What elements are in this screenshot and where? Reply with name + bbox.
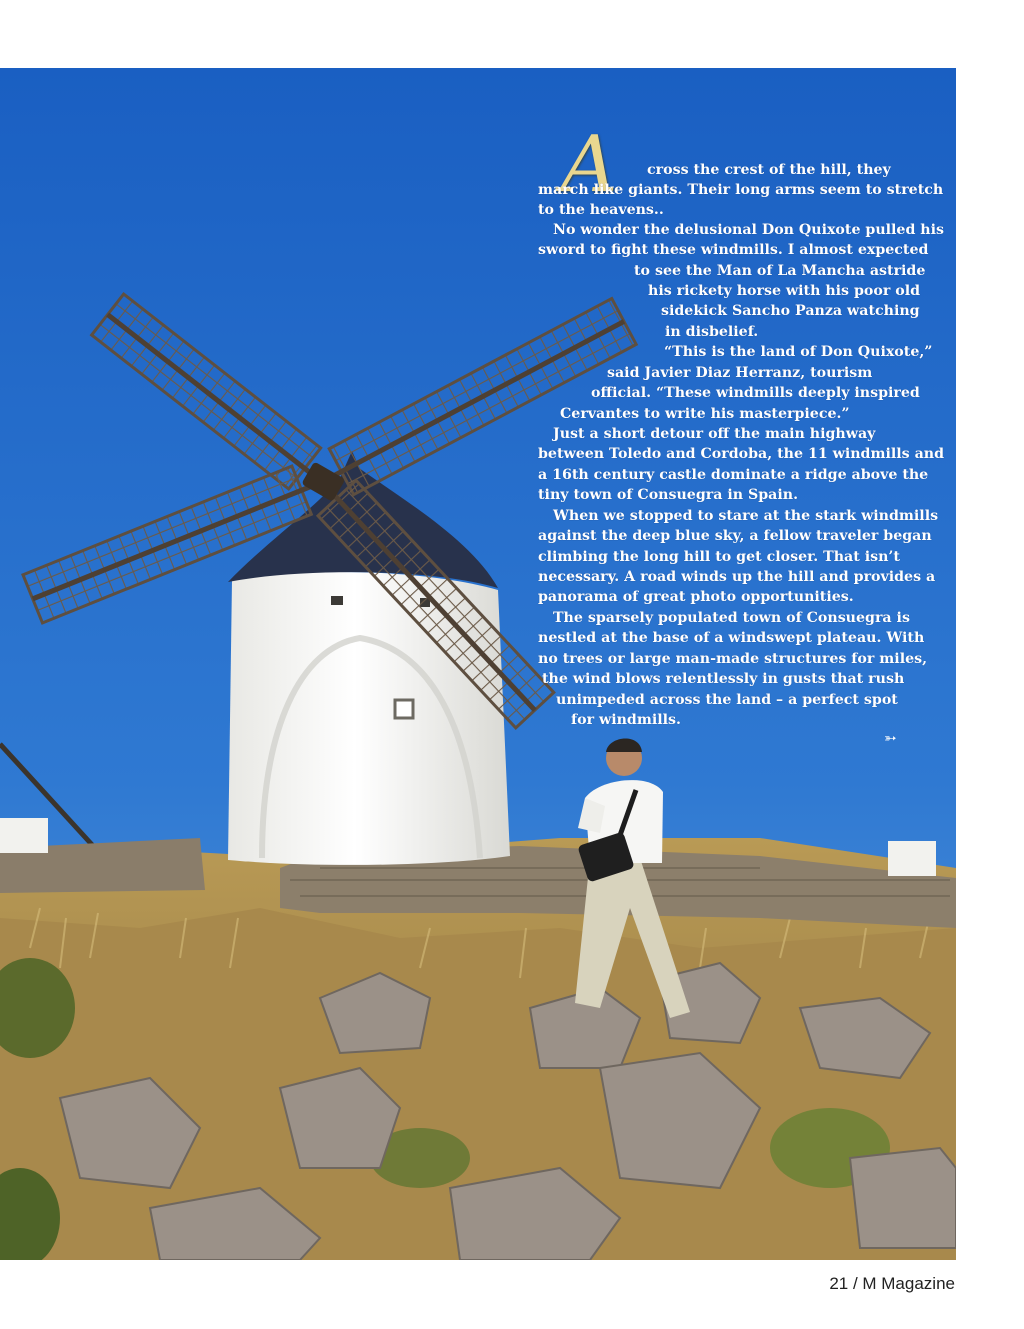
article-line: nestled at the base of a windswept plateau. With xyxy=(538,630,925,646)
article-line: to see the Man of La Mancha astride xyxy=(634,263,926,279)
article-line: the wind blows relentlessly in gusts that rush xyxy=(542,671,905,687)
article-line: no trees or large man-made structures for miles, xyxy=(538,651,928,667)
article-line: for windmills. xyxy=(571,712,681,728)
article-line: to the heavens.. xyxy=(538,202,664,218)
page-footer: 21 / M Magazine xyxy=(829,1274,955,1293)
arrow-right-icon: ➳ xyxy=(884,729,897,747)
article-line: against the deep blue sky, a fellow traveler began xyxy=(538,528,932,544)
article-line: a 16th century castle dominate a ridge above the xyxy=(538,467,929,483)
article-line: Cervantes to write his masterpiece.” xyxy=(560,406,850,422)
article-line: When we stopped to stare at the stark windmills xyxy=(553,508,939,524)
article-line: The sparsely populated town of Consuegra is xyxy=(553,610,910,626)
article-line: Just a short detour off the main highway xyxy=(553,426,876,442)
article-line: said Javier Diaz Herranz, tourism xyxy=(607,365,873,381)
article-line: tiny town of Consuegra in Spain. xyxy=(538,487,799,503)
article-line: in disbelief. xyxy=(665,324,759,340)
article-line: sidekick Sancho Panza watching xyxy=(661,303,920,319)
article-line: his rickety horse with his poor old xyxy=(648,283,921,299)
article-line: No wonder the delusional Don Quixote pulled his xyxy=(553,222,945,238)
article-line: sword to fight these windmills. I almost expected xyxy=(538,242,929,258)
article-line: “This is the land of Don Quixote,” xyxy=(664,344,933,360)
article-line: unimpeded across the land – a perfect spot xyxy=(556,692,898,708)
article-line: official. “These windmills deeply inspired xyxy=(591,385,920,401)
article-line: march like giants. Their long arms seem to stretch xyxy=(538,182,944,198)
article-line: cross the crest of the hill, they xyxy=(647,162,891,178)
article-line: between Toledo and Cordoba, the 11 windmills and xyxy=(538,446,945,462)
article-line: necessary. A road winds up the hill and provides a xyxy=(538,569,936,585)
article-line: climbing the long hill to get closer. That isn’t xyxy=(538,549,900,565)
article-line: panorama of great photo opportunities. xyxy=(538,589,854,605)
drop-cap: A xyxy=(561,120,618,210)
